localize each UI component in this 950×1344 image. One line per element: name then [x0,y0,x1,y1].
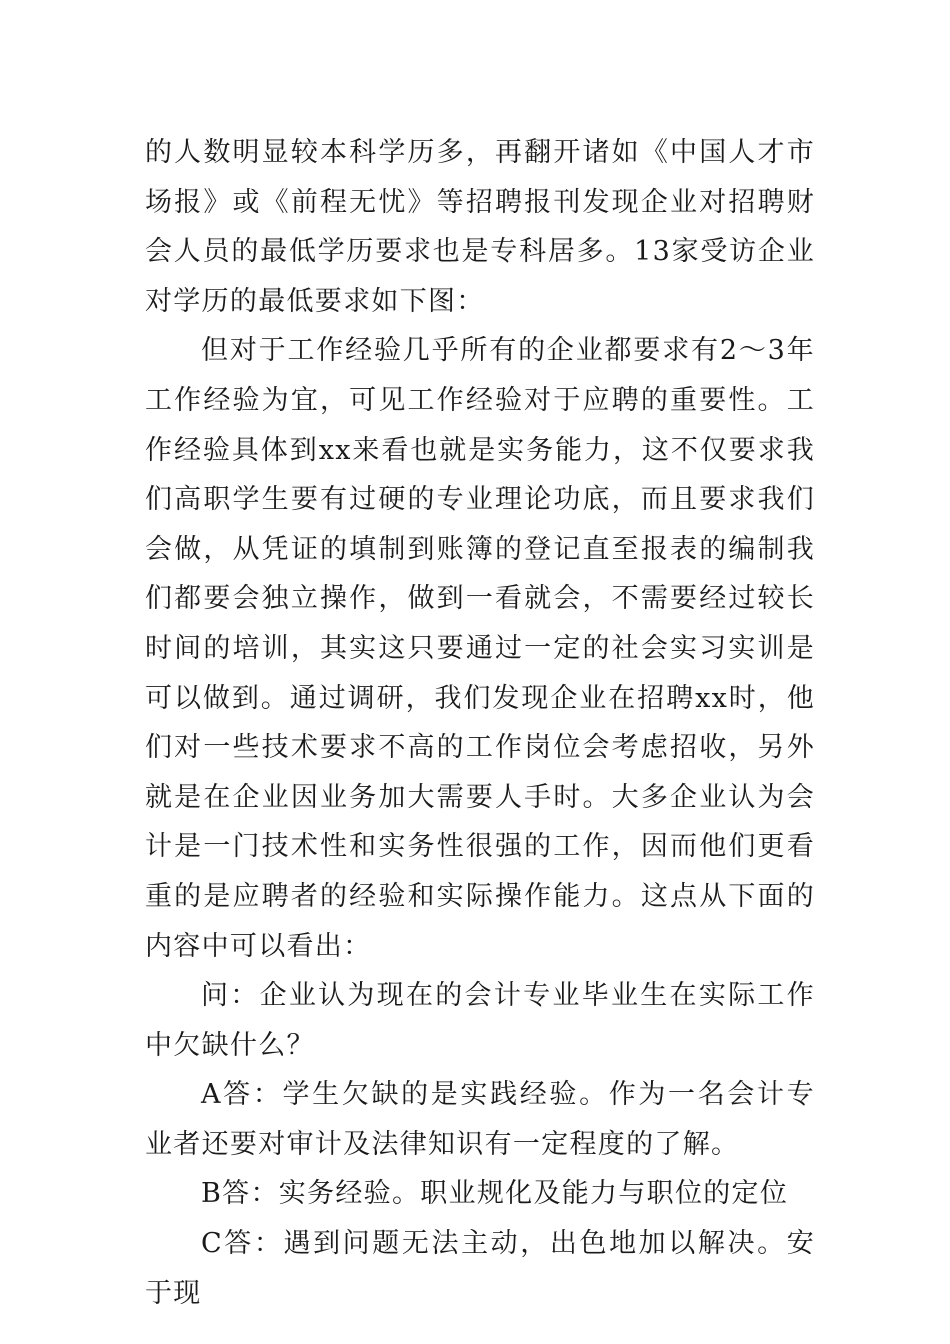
paragraph-answer-c: C答：遇到问题无法主动，出色地加以解决。安于现 [145,1228,815,1309]
paragraph-work-experience: 但对于工作经验几乎所有的企业都要求有2～3年工作经验为宜，可见工作经验对于应聘的重要性。工作经验具体到xx来看也就是实务能力，这不仅要求我们高职学生要有过硬的专业理论功底，而且要求我们会做，从凭证的填制到账簿的登记直至报表的编制我们都要会独立操作，做到一看就会，不需要经过较长时间的培训，其实这只要通过一定的社会实习实训是可以做到。通过调研，我们发现企业在招聘xx时，他们对一些技术要求不高的工作岗位会考虑招收，另外就是在企业因业务加大需要人手时。大多企业认为会计是一门技术性和实务性很强的工作，因而他们更看重的是应聘者的经验和实际操作能力。这点从下面的内容中可以看出： [145,335,815,962]
paragraph-answer-b: B答：实务经验。职业规化及能力与职位的定位 [201,1178,789,1210]
document-body [145,128,815,1318]
paragraph-answer-a: A答：学生欠缺的是实践经验。作为一名会计专业者还要对审计及法律知识有一定程度的了解。 [145,1079,815,1160]
paragraph-education-requirements: 的人数明显较本科学历多，再翻开诸如《中国人才市场报》或《前程无忧》等招聘报刊发现企业对招聘财会人员的最低学历要求也是专科居多。13家受访企业对学历的最低要求如下图： [145,137,815,317]
paragraph-question: 问：企业认为现在的会计专业毕业生在实际工作中欠缺什么？ [145,980,815,1061]
